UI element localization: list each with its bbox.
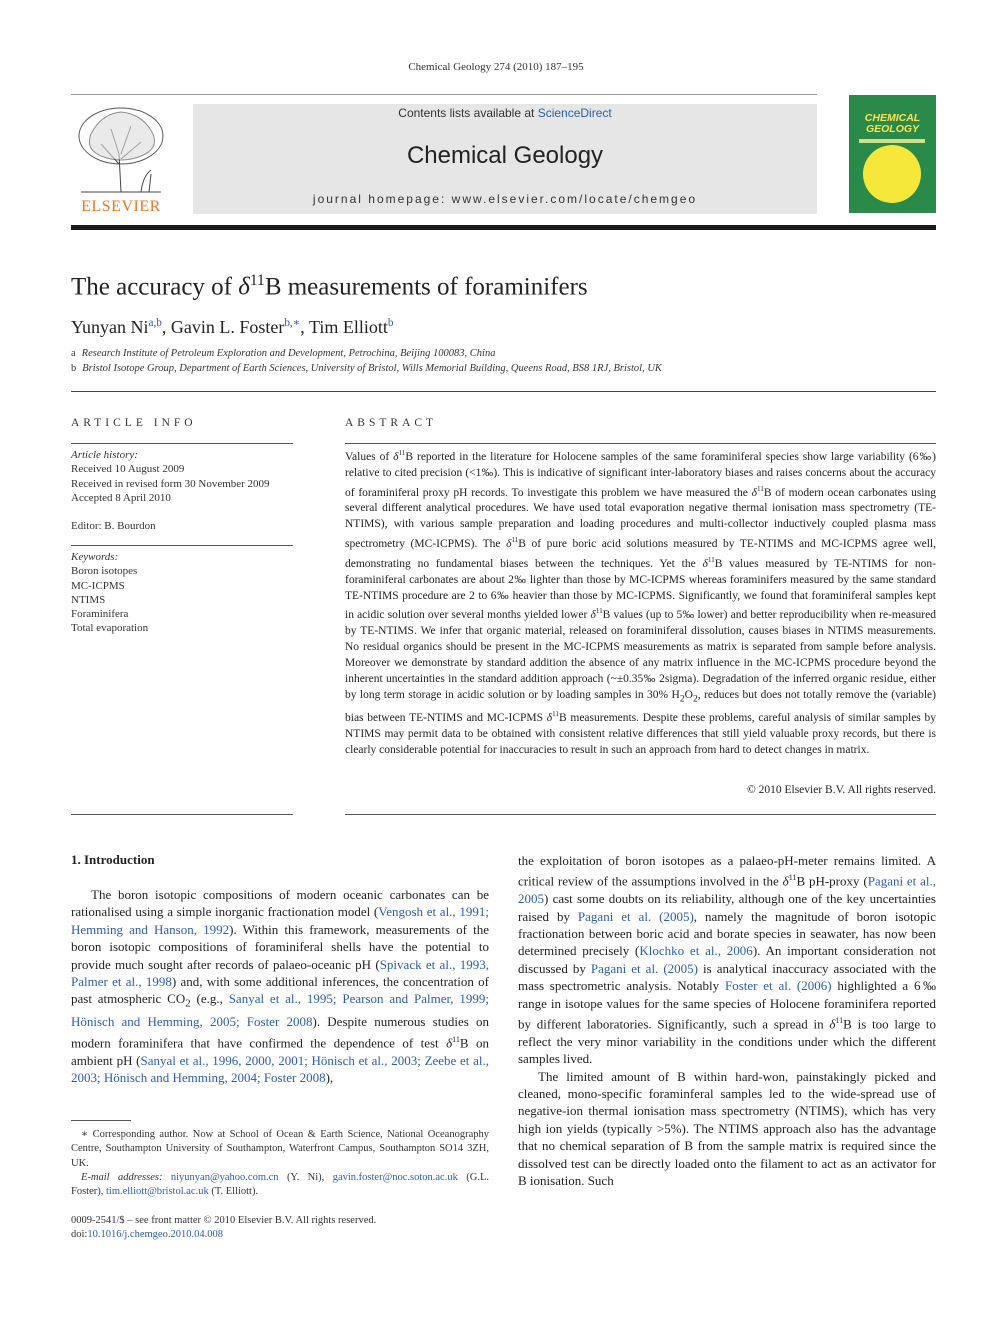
- citation-link[interactable]: Pagani et al. (2005): [577, 908, 694, 924]
- abstract-text: Values of $\delta^{11}B$ reported in the literature for Holocene samples of the same foraminiferal species show large variability (6‰) relative to cited precision (<1‰). This is indicative of significant inter-laboratory biases and raises concerns about the accuracy of foraminiferal proxy pH records. To investigate this problem we have measured the $\delta^{11}B$ of modern ocean carbonates using several different analytical procedures. We have used total evaporation negative thermal ionisation mass spectrometry (TE-NTIMS), with various sample preparation and loading procedures and multi-collector inductively coupled plasma mass spectrometry (MC-ICPMS). The $\delta^{11}B$ of pure boric acid solutions measured by TE-NTIMS and MC-ICPMS agree well, demonstrating no fundamental biases between the techniques. Yet the $\delta^{11}B$ values measured by TE-NTIMS for non-foraminiferal carbonates are about 2‰ lighter than those by MC-ICPMS whereas foraminifers measured by the same standard TE-NTIMS procedure are 2 to 6‰ heavier than those by MC-ICPMS. Significantly, we found that foraminiferal samples kept in acidic solution over several months yielded lower $\delta^{11}B$ values (up to 5‰ lower) and better reproducibility when re-measured by TE-NTIMS. We infer that organic material, released on foraminiferal dissolution, causes biases in NTIMS measurements. No residual organics should be present in the MC-ICPMS measurements as matrix is separated from sample before analysis. Moreover we demonstrate by standard addition the absence of any matrix influence in the MC-ICPMS procedure beyond the inherent uncertainties in the standard addition approach (~±0.35‰ 2sigma). Degradation of the inferred organic residue, either by long term storage in acidic solution or by loading samples in 30% $H_2O_2$, reduces but does not totally remove the (variable) bias between TE-NTIMS and MC-ICPMS $\delta^{11}B$ measurements. Despite these problems, careful analysis of similar samples by NTIMS may permit data to be obtained with consistent relative differences that still yield valuable proxy records, but there is clearly considerable potential for inaccuracies to result in such an approach from hard to detect changes in matrix.: [345, 449, 937, 756]
- publisher-name: ELSEVIER: [81, 198, 161, 215]
- editor: Editor: B. Bourdon: [71, 520, 156, 533]
- email-link[interactable]: gavin.foster@noc.soton.ac.uk: [332, 1171, 458, 1183]
- citation-link[interactable]: Klochko et al., 2006: [639, 943, 753, 959]
- tree-logo-icon: [71, 104, 171, 196]
- keywords-block: Keywords: Boron isotopes MC-ICPMS NTIMS Foraminifera Total evaporation: [71, 550, 301, 636]
- citation-link[interactable]: Pagani et al., 2005: [518, 873, 937, 907]
- header-rule: [71, 94, 817, 95]
- author-marks[interactable]: b: [387, 317, 394, 329]
- citation-link[interactable]: Foster et al. (2006): [724, 978, 832, 994]
- cover-band: [859, 139, 925, 143]
- contents-line: Contents lists available at ScienceDirect: [398, 106, 612, 120]
- citation-link[interactable]: Spivack et al., 1993, Palmer et al., 1998: [71, 956, 489, 990]
- header-thick-rule: [71, 225, 936, 230]
- author-list: Yunyan Ni$^{a,b}$, Gavin L. Foster$^{b,∗}$, Tim Elliott$^b$: [71, 317, 394, 337]
- author-marks[interactable]: a,b: [148, 317, 162, 329]
- keyword: Boron isotopes: [71, 565, 138, 578]
- footnote: ∗ Corresponding author. Now at School of Ocean & Earth Science, National Oceanography Centre, Southampton University of Southampton, Waterfront Campus, Southampton SO14 3ZH, UK. E-mail addresses: niyunyan@yahoo.com.cn (Y. Ni), gavin.foster@noc.soton.ac.uk (G.L. Foster), tim.elliott@bristol.ac.uk (T. Elliott).: [71, 1129, 489, 1198]
- author-name[interactable]: Yunyan Ni: [71, 317, 149, 337]
- sciencedirect-link[interactable]: ScienceDirect: [537, 106, 612, 120]
- paragraph: The limited amount of B within hard-won, painstakingly picked and cleaned, mono-specific foraminferal samples led to the wide-spread use of negative-ion thermal ionisation mass spectrometry (NTIMS), which has very high ion yields (typically >5%). The NTIMS approach also has the advantage that no chemical separation of B from the sample matrix is required since the dissolved test can be directly loaded onto the filament to act as an activator for B ionisation. Such: [518, 1068, 936, 1188]
- info-rule: [71, 545, 293, 546]
- article-history: Article history: Received 10 August 2009 Received in revised form 30 November 2009 Accepted 8 April 2010 Editor: B. Bourdon: [71, 448, 301, 533]
- author-name[interactable]: Tim Elliott: [308, 317, 388, 337]
- front-matter: 0009-2541/$ – see front matter © 2010 Elsevier B.V. All rights reserved. doi:10.1016/j.chemgeo.2010.04.008: [71, 1215, 377, 1241]
- intro-right-column: the exploitation of boron isotopes as a palaeo-pH-meter remains limited. A critical review of the assumptions involved in the $\delta^{11}B$ pH-proxy (Pagani et al., 2005) cast some doubts on its reliability, although one of the key uncertainties raised by Pagani et al. (2005), namely the magnitude of boron isotopic fractionation between boric acid and borate species in seawater, has now been determined precisely (Klochko et al., 2006). An important consideration not discussed by Pagani et al. (2005) is analytical inaccuracy associated with the mass spectrometric analysis. Notably Foster et al. (2006) highlighted a 6‰ range in isotope values for the same species of Holocene foraminifera reported by different laboratories. Significantly, such a spread in $\delta^{11}B$ is too large to reflect the very minor variability in the conditions under which the different samples lived. The limited amount of B within hard-won, painstakingly picked and cleaned, mono-specific foraminferal samples led to the wide-spread use of negative-ion thermal ionisation mass spectrometry (NTIMS), which has very high ion yields (typically >5%). The NTIMS approach also has the advantage that no chemical separation of B from the sample matrix is required since the dissolved test can be directly loaded onto the filament to act as an activator for B ionisation. Such: [518, 853, 937, 1188]
- elsevier-logo[interactable]: [71, 104, 171, 216]
- citation-link[interactable]: Sanyal et al., 1995; Pearson and Palmer, 1999; Hönisch and Hemming, 2005; Foster 2008: [71, 991, 489, 1030]
- abstract-rule: [345, 443, 936, 444]
- article-title: The accuracy of $\delta^{11}B$ measurements of foraminifers: [71, 272, 588, 301]
- doi-link[interactable]: 10.1016/j.chemgeo.2010.04.008: [87, 1229, 223, 1241]
- affiliation: b Bristol Isotope Group, Department of Earth Sciences, University of Bristol, Wills Memorial Building, Queens Road, BS8 1RJ, Bristol, UK: [71, 363, 662, 374]
- keyword: Total evaporation: [71, 622, 149, 635]
- abstract-heading: ABSTRACT: [345, 417, 438, 429]
- keyword: NTIMS: [71, 593, 106, 606]
- cover-circle-graphic: [863, 145, 921, 203]
- article-info-heading: ARTICLE INFO: [71, 417, 197, 429]
- journal-homepage: journal homepage: www.elsevier.com/locate/chemgeo: [312, 192, 698, 206]
- section-heading: 1. Introduction: [71, 852, 155, 867]
- email-link[interactable]: tim.elliott@bristol.ac.uk: [106, 1186, 209, 1198]
- affiliation: a Research Institute of Petroleum Exploration and Development, Petrochina, Beijing 100083, China: [71, 348, 496, 359]
- keyword: MC-ICPMS: [71, 579, 125, 592]
- author-name[interactable]: Gavin L. Foster: [170, 317, 285, 337]
- author-marks[interactable]: b,∗: [284, 317, 301, 329]
- intro-left-column: The boron isotopic compositions of modern oceanic carbonates can be rationalised using a simple inorganic fractionation model (Vengosh et al., 1991; Hemming and Hanson, 1992). Within this framework, measurements of the boron isotopic compositions of foraminiferal shells have the potential to provide much sought after records of palaeo-oceanic pH (Spivack et al., 1993, Palmer et al., 1998) and, with some additional inferences, the concentration of past atmospheric $CO_2$ (e.g., Sanyal et al., 1995; Pearson and Palmer, 1999; Hönisch and Hemming, 2005; Foster 2008). Despite numerous studies on modern foraminifera that have confirmed the dependence of test $\delta^{11}B$ on ambient pH (Sanyal et al., 1996, 2000, 2001; Hönisch et al., 2003; Zeebe et al., 2003; Hönisch and Hemming, 2004; Foster 2008),: [71, 887, 490, 1085]
- citation-link[interactable]: Pagani et al. (2005): [590, 960, 698, 976]
- info-rule: [71, 814, 293, 815]
- copyright: © 2010 Elsevier B.V. All rights reserved.: [747, 784, 936, 796]
- citation-link[interactable]: Sanyal et al., 1996, 2000, 2001; Hönisch et al., 2003; Zeebe et al., 2003; Hönisch and Hemming, 2004; Foster 2008: [71, 1052, 489, 1085]
- abstract-rule: [345, 814, 936, 815]
- journal-citation: Chemical Geology 274 (2010) 187–195: [408, 61, 584, 73]
- journal-title: Chemical Geology: [406, 142, 604, 169]
- keyword: Foraminifera: [71, 608, 129, 621]
- citation-link[interactable]: Vengosh et al., 1991; Hemming and Hanson, 1992: [71, 904, 489, 937]
- info-rule: [71, 443, 293, 444]
- journal-banner: [193, 104, 817, 214]
- section-rule: [71, 391, 936, 392]
- footnote-rule: [71, 1120, 131, 1121]
- email-link[interactable]: niyunyan@yahoo.com.cn: [170, 1171, 279, 1183]
- journal-cover-thumbnail[interactable]: [849, 95, 936, 213]
- cover-title: CHEMICAL GEOLOGY: [864, 112, 921, 135]
- homepage-link[interactable]: www.elsevier.com/locate/chemgeo: [451, 192, 698, 206]
